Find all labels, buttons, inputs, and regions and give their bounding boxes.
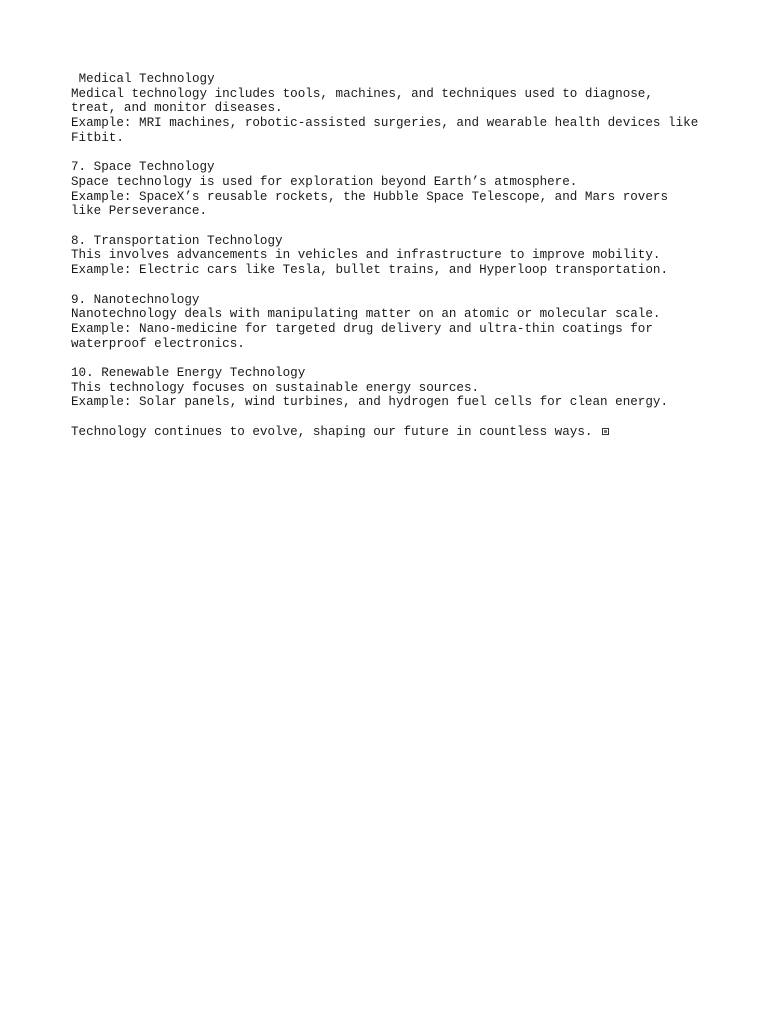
- section-text-line: Example: Solar panels, wind turbines, and hydrogen fuel cells for clean energy.: [71, 395, 669, 410]
- closing-text: Technology continues to evolve, shaping our future in countless ways.: [71, 424, 593, 439]
- section-text-line: Medical technology includes tools, machines, and techniques used to diagnose,: [71, 86, 653, 101]
- section-text-line: Nanotechnology deals with manipulating matter on an atomic or molecular scale.: [71, 307, 661, 322]
- document-page: [71, 72, 721, 440]
- section-text-line: This involves advancements in vehicles and infrastructure to improve mobility.: [71, 248, 661, 263]
- section-transportation-technology: [71, 234, 721, 278]
- closing-paragraph: [71, 425, 721, 440]
- section-heading: 7. Space Technology: [71, 160, 215, 175]
- section-text-line: treat, and monitor diseases.: [71, 101, 283, 116]
- section-text-line: Example: SpaceX’s reusable rockets, the Hubble Space Telescope, and Mars rovers: [71, 189, 669, 204]
- section-text-line: Example: Nano-medicine for targeted drug delivery and ultra-thin coatings for: [71, 321, 653, 336]
- section-renewable-energy-technology: [71, 366, 721, 410]
- section-nanotechnology: [71, 293, 721, 352]
- section-heading: 10. Renewable Energy Technology: [71, 366, 306, 380]
- section-heading: 9. Nanotechnology: [71, 292, 200, 307]
- section-medical-technology: [71, 72, 721, 146]
- section-text-line: Space technology is used for exploration beyond Earth’s atmosphere.: [71, 174, 578, 189]
- section-heading: Medical Technology: [78, 72, 215, 86]
- section-text-line: Example: Electric cars like Tesla, bullet trains, and Hyperloop transportation.: [71, 263, 669, 278]
- section-text-line: This technology focuses on sustainable energy sources.: [71, 380, 480, 395]
- section-text-line: like Perseverance.: [71, 204, 208, 219]
- section-text-line: Example: MRI machines, robotic-assisted surgeries, and wearable health devices like: [71, 116, 699, 131]
- section-text-line: waterproof electronics.: [71, 336, 245, 351]
- section-space-technology: [71, 160, 721, 219]
- section-heading: 8. Transportation Technology: [71, 233, 283, 248]
- section-text-line: Fitbit.: [71, 130, 124, 145]
- unknown-character-box-icon: [602, 428, 609, 435]
